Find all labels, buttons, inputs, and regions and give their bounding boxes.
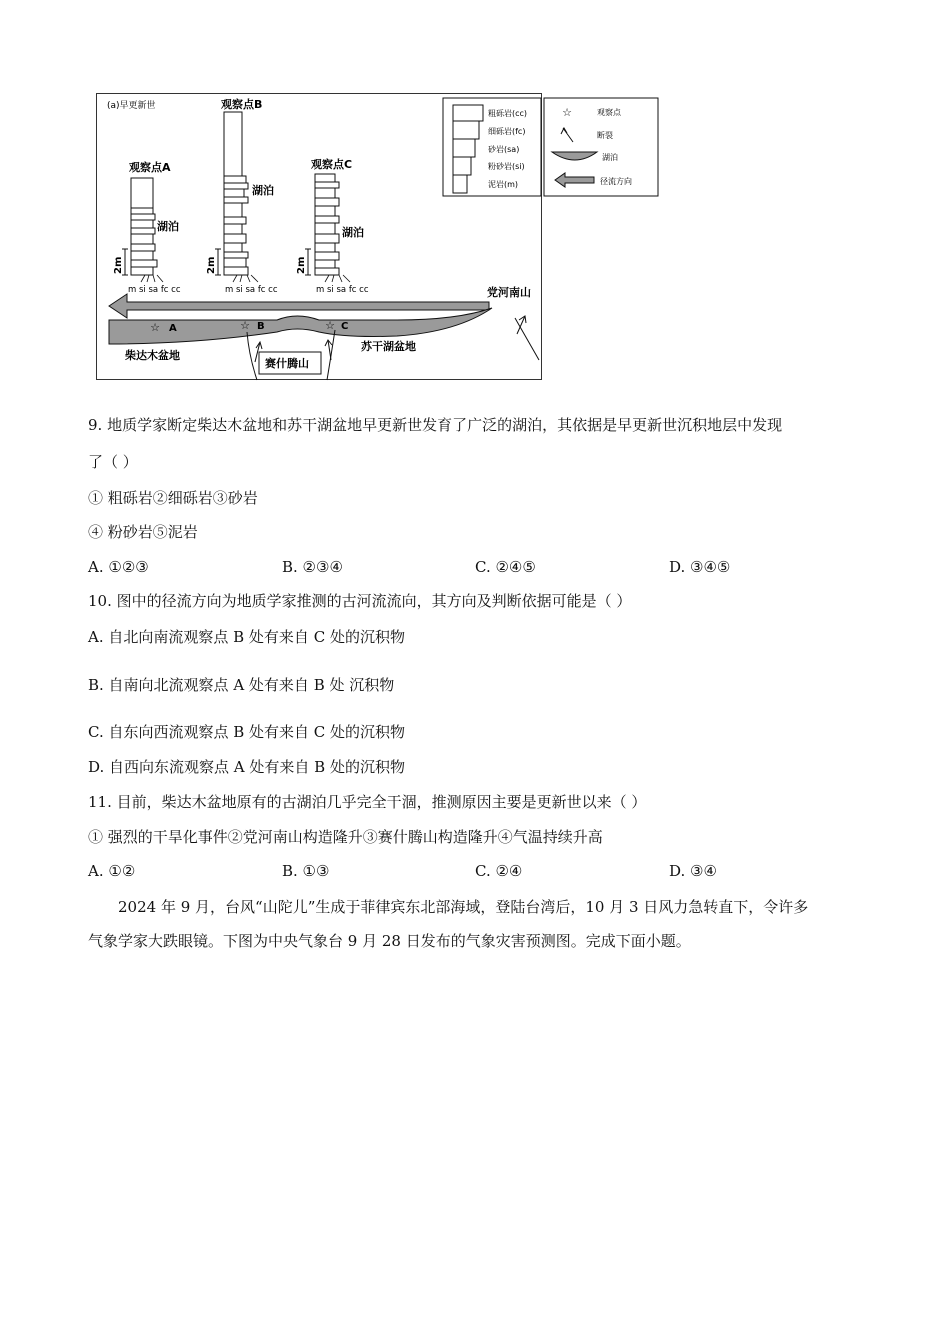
basin-boundary-left [247,332,257,380]
column-b [224,112,248,275]
fault-icon-saishiteng-right [325,340,332,360]
legend-fault: 断裂 [597,131,613,140]
q11-option-c[interactable]: C. ②④ [475,862,523,880]
runoff-direction-arrow [109,294,489,318]
lake-label-a: 湖泊 [157,220,179,233]
q10-option-a[interactable]: A. 自北向南流观察点 B 处有来自 C 处的沉积物 [88,628,405,646]
obs-b-label: 观察点B [221,98,263,111]
column-c [315,174,339,275]
legend-cc: 粗砾岩(cc) [488,109,528,118]
q10-option-c[interactable]: C. 自东向西流观察点 B 处有来自 C 处的沉积物 [88,723,406,741]
legend-lake: 湖泊 [602,153,618,162]
point-c-label: C [341,321,349,332]
point-a-label: A [169,323,177,334]
q9-items-2: ④ 粉砂岩⑤泥岩 [88,523,198,541]
lake-label-b: 湖泊 [252,184,274,197]
grain-axis-c: m si sa fc cc [316,285,369,295]
q9-stem-line2: 了（ ） [88,453,138,471]
star-icon-b: ☆ [240,319,250,332]
legend-m: 泥岩(m) [488,180,519,189]
obs-c-label: 观察点C [311,158,353,171]
lake-label-c: 湖泊 [342,226,364,239]
typhoon-intro [88,890,863,958]
typhoon-intro-line2: 气象学家大跌眼镜。下图为中央气象台 9 月 28 日发布的气象灾害预测图。完成下面小题。 [88,932,691,950]
q10-option-d[interactable]: D. 自西向东流观察点 A 处有来自 B 处的沉积物 [88,758,405,776]
q9-option-b[interactable]: B. ②③④ [282,558,343,576]
grain-axis-a: m si sa fc cc [128,285,181,295]
fault-icon-dangnan [515,316,539,360]
q11-items: ① 强烈的干旱化事件②党河南山构造隆升③赛什腾山构造隆升④气温持续升高 [88,828,603,846]
q11-option-b[interactable]: B. ①③ [282,862,330,880]
q9-items-1: ① 粗砾岩②细砾岩③砂岩 [88,489,258,507]
sugan-basin-label: 苏干湖盆地 [361,340,416,353]
legend-si: 粉砂岩(si) [488,162,525,171]
legend-symbols [544,98,658,196]
legend-fc: 细砾岩(fc) [488,127,526,136]
typhoon-intro-line1: 2024 年 9 月，台风“山陀儿”生成于菲律宾东北部海域，登陆台湾后，10 月 3 日风力急转直下，令许多 [118,898,809,916]
q9-option-a[interactable]: A. ①②③ [88,558,149,576]
scale-label-c: 2m [296,256,307,274]
stratigraphy-figure [96,93,632,380]
q11-option-a[interactable]: A. ①② [88,862,136,880]
q11-option-d[interactable]: D. ③④ [669,862,717,880]
star-icon-c: ☆ [325,319,335,332]
panel-title: (a)早更新世 [107,101,156,111]
legend-runoff: 径流方向 [600,177,632,186]
grain-axis-b: m si sa fc cc [225,285,278,295]
qaidam-basin-label: 柴达木盆地 [125,349,180,362]
q11-stem: 11. 目前，柴达木盆地原有的古湖泊几乎完全干涸，推测原因主要是更新世以来（ ） [88,793,647,811]
obs-a-label: 观察点A [129,161,171,174]
lake-basin [109,308,492,344]
q10-stem: 10. 图中的径流方向为地质学家推测的古河流流向，其方向及判断依据可能是（ ） [88,592,632,610]
basin-boundary-right [327,330,335,380]
point-b-label: B [257,321,265,332]
star-icon-a: ☆ [150,321,160,334]
scale-label-a: 2m [113,256,124,274]
legend-rocks [443,98,541,196]
legend-sa: 砂岩(sa) [488,145,520,154]
q9-option-d[interactable]: D. ③④⑤ [669,558,731,576]
q9-option-c[interactable]: C. ②④⑤ [475,558,536,576]
legend-obs-point: 观察点 [597,108,621,117]
dangnan-mountain-label: 党河南山 [487,286,531,299]
column-a [131,178,157,275]
q10-option-b[interactable]: B. 自南向北流观察点 A 处有来自 B 处 沉积物 [88,676,395,694]
scale-label-b: 2m [206,256,217,274]
saishiteng-mountain-label: 赛什腾山 [265,357,309,370]
q9-stem-line1: 9. 地质学家断定柴达木盆地和苏干湖盆地早更新世发育了广泛的湖泊，其依据是早更新世沉积地层中发现 [88,416,783,434]
figure-drawing [97,94,632,381]
star-icon: ☆ [562,106,572,119]
